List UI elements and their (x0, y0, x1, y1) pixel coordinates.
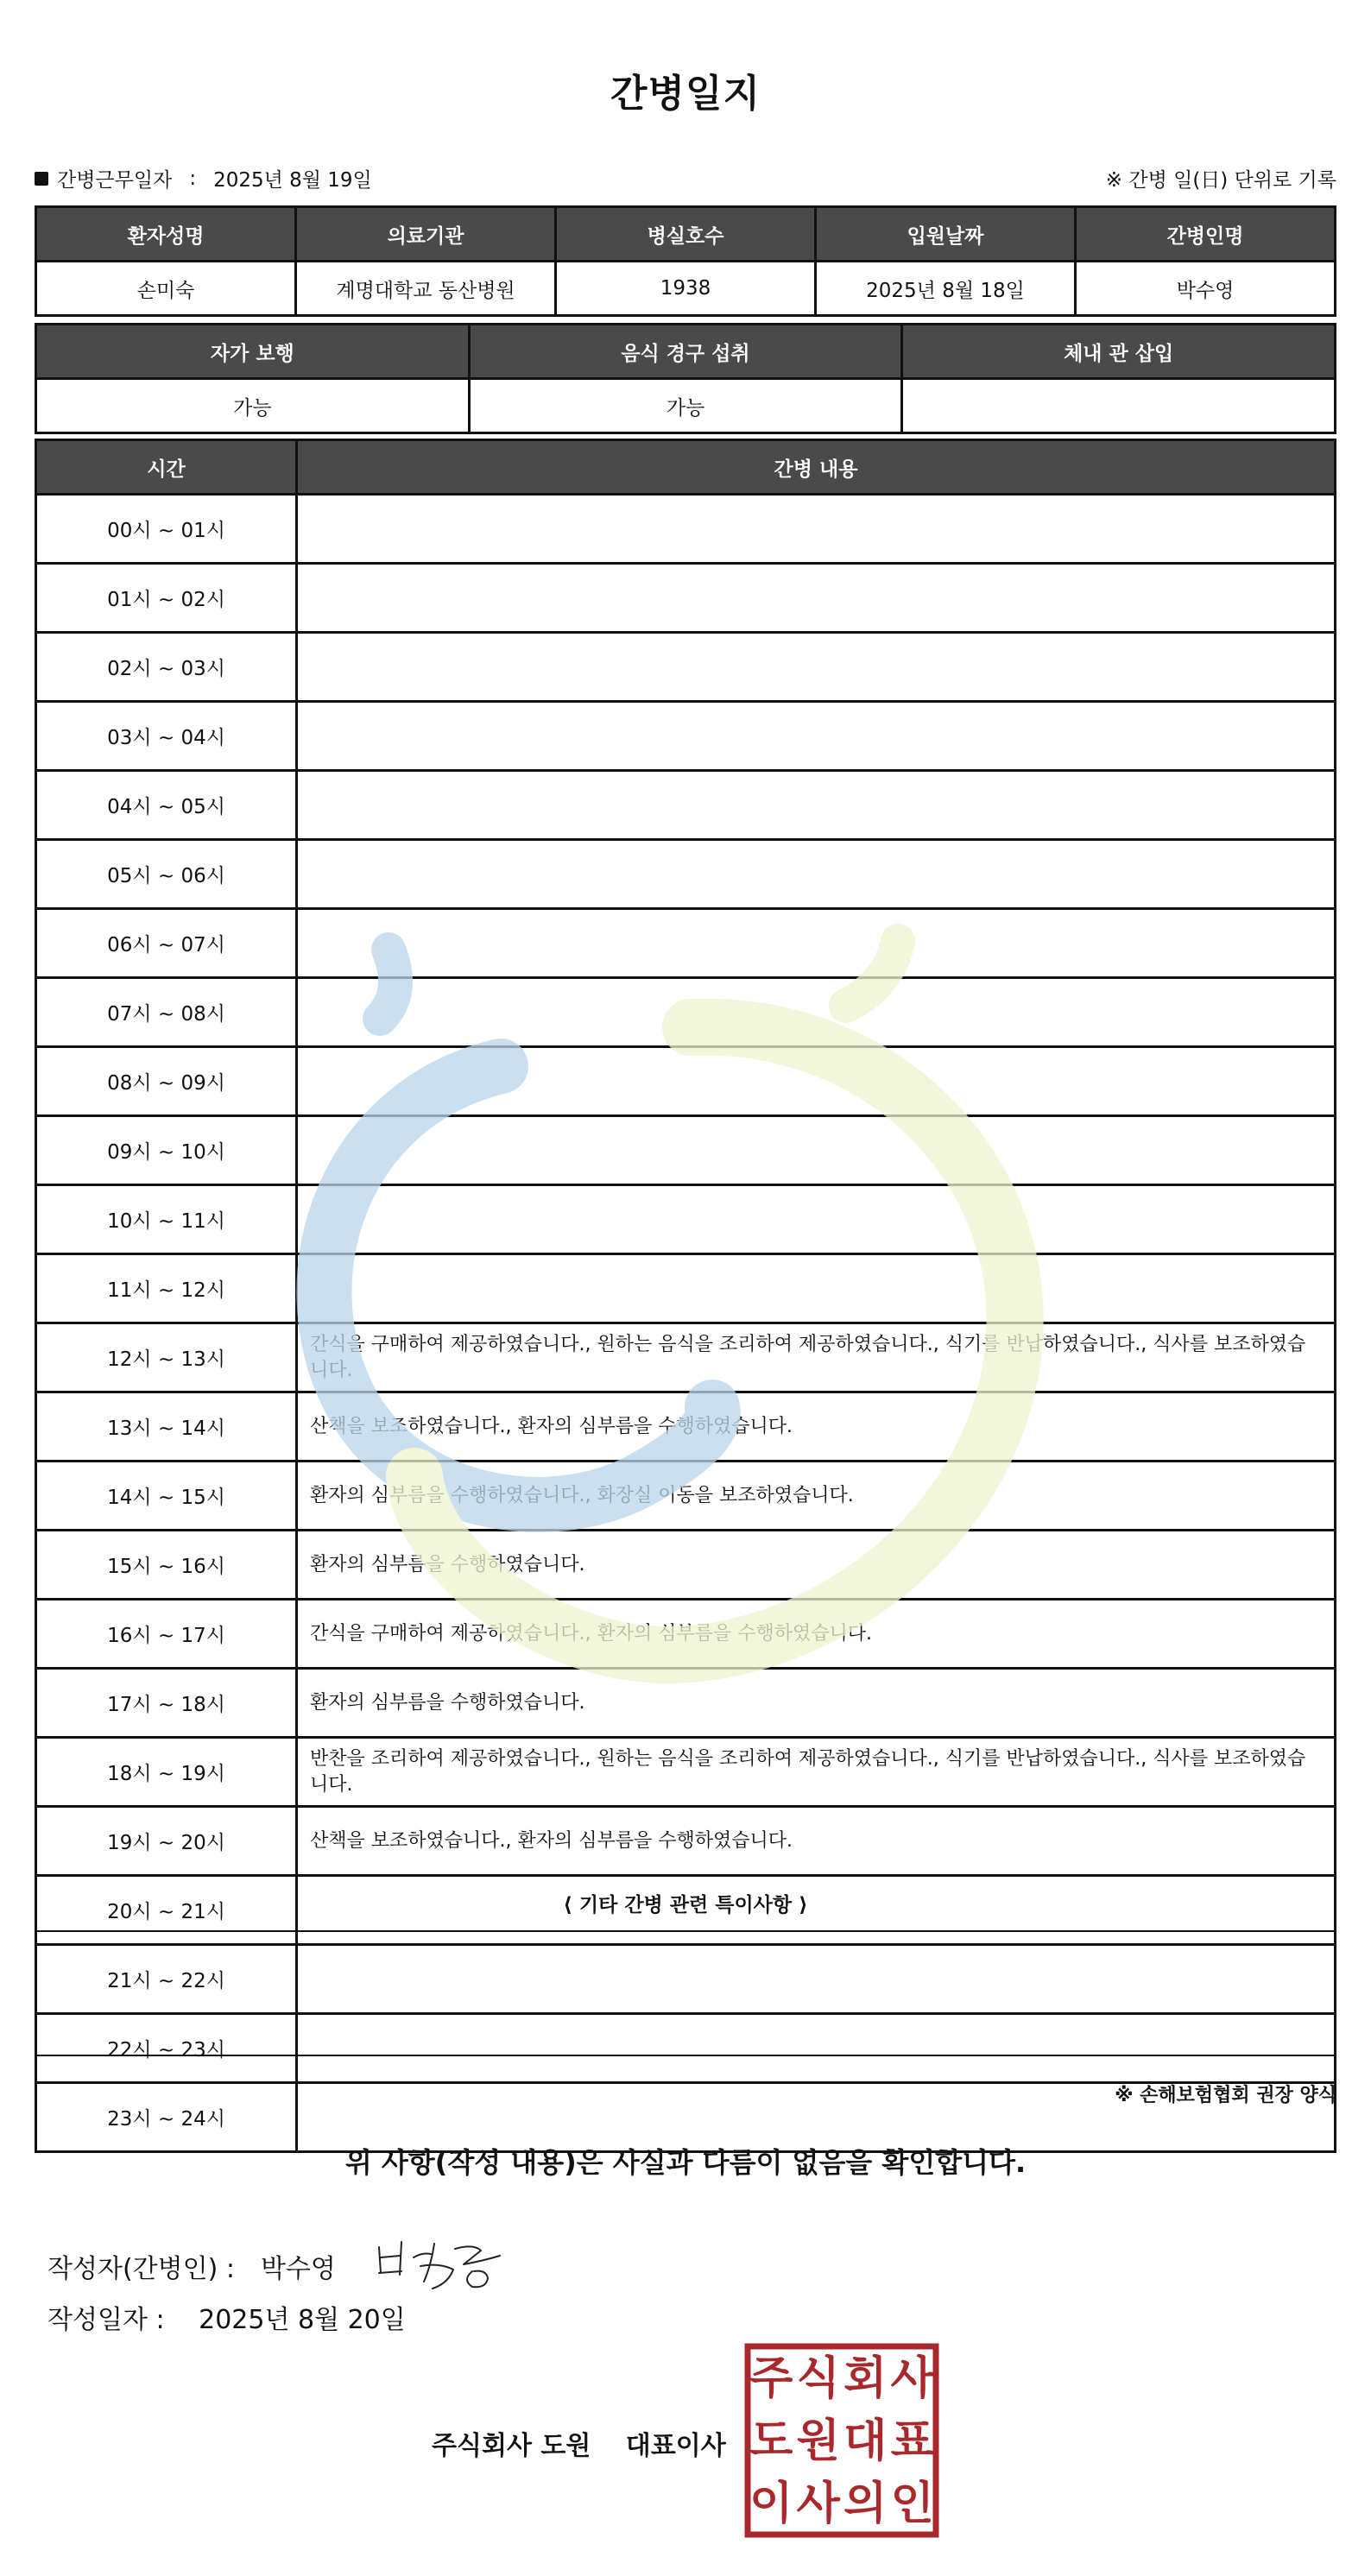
written-date-label: 작성일자 : (47, 2305, 165, 2335)
care-log-row (36, 633, 1336, 702)
care-log-row (36, 1807, 1336, 1876)
company-row (432, 2424, 726, 2462)
company-name: 주식회사 도원 (432, 2431, 591, 2461)
company-role: 대표이사 (625, 2431, 726, 2461)
time-slot-cell: 04시 ~ 05시 (36, 771, 297, 840)
handwritten-signature (370, 2232, 517, 2301)
care-log-row (36, 1323, 1336, 1392)
time-slot-cell: 01시 ~ 02시 (36, 564, 297, 633)
seal-character: 도 (749, 2415, 793, 2467)
header-patient-name: 환자성명 (36, 207, 296, 262)
care-content-cell: 반찬을 조리하여 제공하였습니다., 원하는 음식을 조리하여 제공하였습니다., 식기를 반납하였습니다., 식사를 보조하였습니다. (297, 1738, 1336, 1807)
seal-character: 사 (796, 2478, 840, 2530)
header-room-number: 병실호수 (556, 207, 816, 262)
time-slot-cell: 23시 ~ 24시 (36, 2083, 297, 2152)
care-log-row (36, 909, 1336, 978)
care-log-row (36, 1462, 1336, 1531)
patient-info-table (35, 205, 1336, 317)
care-content-cell (297, 1116, 1336, 1185)
care-content-cell: 환자의 심부름을 수행하였습니다., 화장실 이동을 보조하였습니다. (297, 1462, 1336, 1531)
patient-name-cell: 손미숙 (36, 262, 296, 316)
work-date-row (35, 164, 372, 193)
patient-status-table (35, 323, 1336, 434)
time-slot-cell: 08시 ~ 09시 (36, 1047, 297, 1116)
care-log-row (36, 1531, 1336, 1600)
seal-character: 원 (796, 2415, 840, 2467)
care-log-header-row (36, 440, 1336, 495)
care-content-cell (297, 909, 1336, 978)
patient-info-header-row (36, 207, 1336, 262)
time-slot-cell: 17시 ~ 18시 (36, 1669, 297, 1738)
time-slot-cell: 14시 ~ 15시 (36, 1462, 297, 1531)
special-notes-box (35, 1930, 1336, 2056)
care-content-cell: 환자의 심부름을 수행하였습니다. (297, 1531, 1336, 1600)
written-date-row (47, 2298, 406, 2336)
header-care-content: 간병 내용 (297, 440, 1336, 495)
time-slot-cell: 09시 ~ 10시 (36, 1116, 297, 1185)
unit-note: ※ 간병 일(日) 단위로 기록 (1105, 169, 1336, 192)
care-log-row (36, 1254, 1336, 1323)
care-log-row (36, 840, 1336, 909)
time-slot-cell: 06시 ~ 07시 (36, 909, 297, 978)
care-log-row (36, 1738, 1336, 1807)
seal-character: 대 (843, 2415, 888, 2467)
header-admission-date: 입원날짜 (816, 207, 1076, 262)
hospital-cell: 계명대학교 동산병원 (296, 262, 556, 316)
tube-insertion-cell (902, 379, 1336, 433)
written-date-value: 2025년 8월 20일 (199, 2305, 406, 2335)
care-content-cell (297, 771, 1336, 840)
care-content-cell: 산책을 보조하였습니다., 환자의 심부름을 수행하였습니다. (297, 1807, 1336, 1876)
time-slot-cell: 18시 ~ 19시 (36, 1738, 297, 1807)
care-content-cell: 간식을 구매하여 제공하였습니다., 원하는 음식을 조리하여 제공하였습니다., 식기를 반납하였습니다., 식사를 보조하였습니다. (297, 1323, 1336, 1392)
self-walking-cell: 가능 (36, 379, 470, 433)
header-self-walking: 자가 보행 (36, 325, 470, 379)
work-date-separator: : (189, 167, 197, 190)
care-log-row (36, 564, 1336, 633)
care-content-cell (297, 978, 1336, 1047)
care-content-cell: 산책을 보조하였습니다., 환자의 심부름을 수행하였습니다. (297, 1392, 1336, 1462)
time-slot-cell: 16시 ~ 17시 (36, 1600, 297, 1669)
seal-character: 회 (843, 2352, 888, 2405)
care-content-cell (297, 1185, 1336, 1254)
special-notes-title: ⟨ 기타 간병 관련 특이사항 ⟩ (563, 1894, 808, 1916)
time-slot-cell: 13시 ~ 14시 (36, 1392, 297, 1462)
confirmation-statement: 위 사항(작성 내용)은 사실과 다름이 없음을 확인합니다. (344, 2146, 1027, 2179)
oral-intake-cell: 가능 (469, 379, 902, 433)
square-bullet-icon (35, 172, 48, 186)
work-date-label: 간병근무일자 (57, 169, 173, 192)
company-seal-stamp (744, 2343, 939, 2538)
time-slot-cell: 02시 ~ 03시 (36, 633, 297, 702)
care-content-cell (297, 564, 1336, 633)
patient-info-value-row (36, 262, 1336, 316)
care-log-row (36, 1185, 1336, 1254)
care-log-row (36, 495, 1336, 564)
time-slot-cell: 20시 ~ 21시 (36, 1876, 297, 1945)
time-slot-cell: 21시 ~ 22시 (36, 1945, 297, 2014)
care-log-row (36, 702, 1336, 771)
header-caregiver-name: 간병인명 (1076, 207, 1336, 262)
care-log-row (36, 1392, 1336, 1462)
time-slot-cell: 00시 ~ 01시 (36, 495, 297, 564)
room-number-cell: 1938 (556, 262, 816, 316)
caregiver-name-cell: 박수영 (1076, 262, 1336, 316)
time-slot-cell: 19시 ~ 20시 (36, 1807, 297, 1876)
header-hospital: 의료기관 (296, 207, 556, 262)
writer-label: 작성자(간병인) : (47, 2254, 235, 2284)
header-tube-insertion: 체내 관 삽입 (902, 325, 1336, 379)
admission-date-cell: 2025년 8월 18일 (816, 262, 1076, 316)
care-log-row (36, 1047, 1336, 1116)
time-slot-cell: 05시 ~ 06시 (36, 840, 297, 909)
writer-row (47, 2232, 517, 2301)
writer-name: 박수영 (260, 2254, 336, 2284)
time-slot-cell: 10시 ~ 11시 (36, 1185, 297, 1254)
care-content-cell (297, 633, 1336, 702)
time-slot-cell: 07시 ~ 08시 (36, 978, 297, 1047)
care-log-row (36, 1600, 1336, 1669)
time-slot-cell: 11시 ~ 12시 (36, 1254, 297, 1323)
care-content-cell (297, 840, 1336, 909)
seal-character: 인 (890, 2478, 934, 2530)
time-slot-cell: 22시 ~ 23시 (36, 2014, 297, 2083)
header-time: 시간 (36, 440, 297, 495)
seal-character: 표 (890, 2415, 934, 2467)
document-title: 간병일지 (610, 72, 761, 116)
seal-character: 사 (890, 2352, 934, 2405)
care-content-cell (297, 495, 1336, 564)
seal-character: 이 (749, 2478, 793, 2530)
patient-status-value-row (36, 379, 1336, 433)
source-note: ※ 손해보험협회 권장 양식 (1115, 2085, 1336, 2106)
care-content-cell (297, 1047, 1336, 1116)
header-oral-intake: 음식 경구 섭취 (469, 325, 902, 379)
time-slot-cell: 15시 ~ 16시 (36, 1531, 297, 1600)
seal-character: 식 (796, 2352, 840, 2405)
care-log-row (36, 771, 1336, 840)
care-content-cell: 간식을 구매하여 제공하였습니다., 환자의 심부름을 수행하였습니다. (297, 1600, 1336, 1669)
work-date-value: 2025년 8월 19일 (213, 169, 372, 192)
care-log-row (36, 978, 1336, 1047)
care-log-row (36, 1669, 1336, 1738)
patient-status-header-row (36, 325, 1336, 379)
care-content-cell (297, 702, 1336, 771)
care-log-row (36, 1116, 1336, 1185)
care-content-cell (297, 1254, 1336, 1323)
care-content-cell: 환자의 심부름을 수행하였습니다. (297, 1669, 1336, 1738)
seal-character: 주 (749, 2352, 793, 2405)
seal-character: 의 (843, 2478, 888, 2530)
time-slot-cell: 03시 ~ 04시 (36, 702, 297, 771)
time-slot-cell: 12시 ~ 13시 (36, 1323, 297, 1392)
